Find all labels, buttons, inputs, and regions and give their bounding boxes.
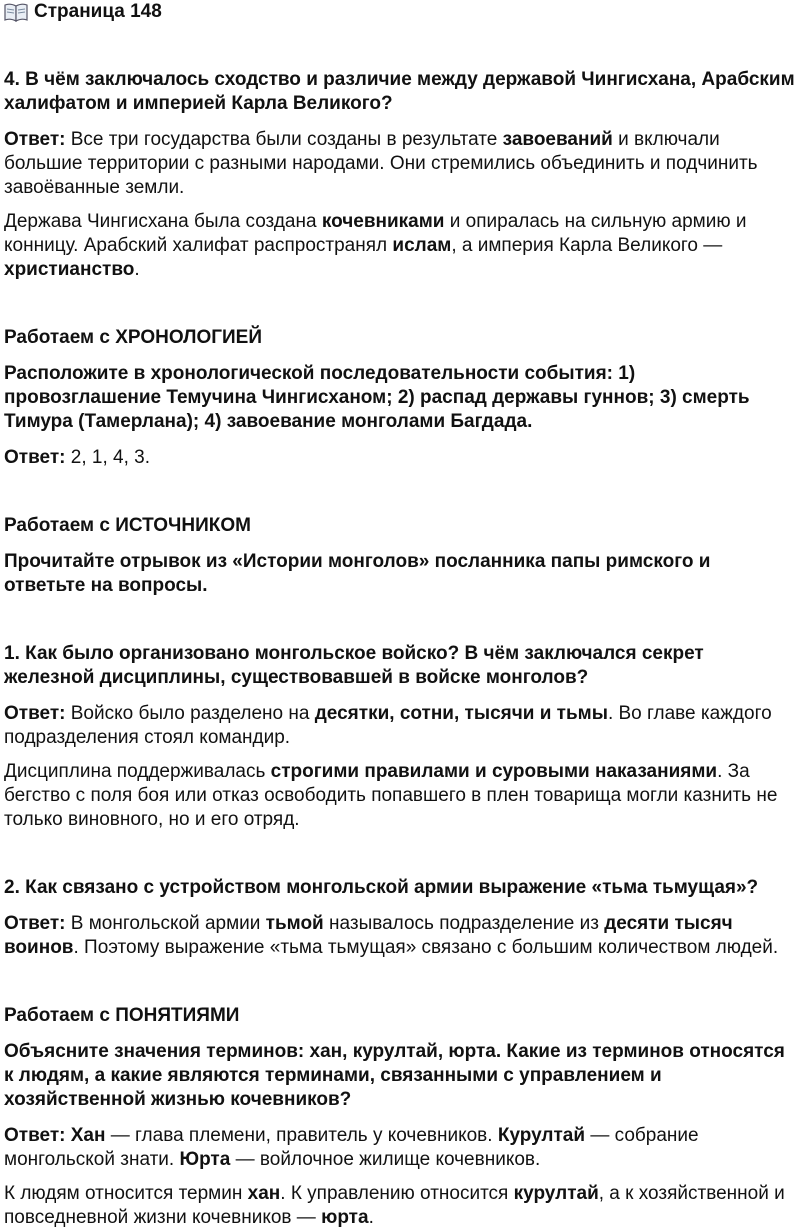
source-answer-2: Ответ: В монгольской армии тьмой называлось подразделение из десяти тысяч воинов. Поэтому выражение «тьма тьмущая» связано с большим количеством людей. [4,913,779,958]
answer-4-paragraph-1: Ответ: Все три государства были созданы в результате завоеваний и включали большие территории с разными народами. Они стремились объединить и подчинить завоёванные земли. [4,129,758,198]
section-title-chronology: Работаем с ХРОНОЛОГИЕЙ [4,327,262,348]
answer-4-paragraph-2: Держава Чингисхана была создана кочевниками и опиралась на сильную армию и конницу. Арабский халифат распространял ислам, а империя Карла Великого — христианство. [4,211,747,280]
chronology-answer: Ответ: 2, 1, 4, 3. [4,447,150,468]
source-task: Прочитайте отрывок из «Истории монголов» посланника папы римского и ответьте на вопросы. [4,551,711,596]
source-answer-1-paragraph-1: Ответ: Войско было разделено на десятки, сотни, тысячи и тьмы. Во главе каждого подразделения стоял командир. [4,703,772,748]
section-title-source: Работаем с ИСТОЧНИКОМ [4,515,251,536]
open-book-icon [4,2,28,22]
answer-label: Ответ: [4,129,66,150]
source-answer-1-paragraph-2: Дисциплина поддерживалась строгими правилами и суровыми наказаниями. За бегство с поля боя или отказ освободить попавшего в плен товарища могли казнить не только виновного, но и его отряд. [4,761,778,830]
section-title-concepts: Работаем с ПОНЯТИЯМИ [4,1005,240,1026]
concepts-task: Объясните значения терминов: хан, курултай, юрта. Какие из терминов относятся к людям, а какие являются терминами, связанными с управлением и хозяйственной жизнью кочевников? [4,1041,785,1110]
concepts-answer-paragraph-2: К людям относится термин хан. К управлению относится курултай, а к хозяйственной и повседневной жизни кочевников — юрта. [4,1183,785,1228]
answer-label: Ответ: [4,447,66,468]
source-question-1: 1. Как было организовано монгольское войско? В чём заключался секрет железной дисциплины, существовавшей в войске монголов? [4,643,704,688]
page-header [4,0,796,24]
answer-label: Ответ: [4,1125,66,1146]
source-question-2: 2. Как связано с устройством монгольской армии выражение «тьма тьмущая»? [4,877,759,898]
concepts-answer-paragraph-1: Ответ: Хан — глава племени, правитель у кочевников. Курултай — собрание монгольской знати. Юрта — войлочное жилище кочевников. [4,1125,699,1170]
chronology-task: Расположите в хронологической последовательности события: 1) провозглашение Темучина Чингисханом; 2) распад державы гуннов; 3) смерть Тимура (Тамерлана); 4) завоевание монголами Багдада. [4,363,750,432]
answer-label: Ответ: [4,913,66,934]
answer-label: Ответ: [4,703,66,724]
page-title: Страница 148 [34,1,162,22]
question-4: 4. В чём заключалось сходство и различие между державой Чингисхана, Арабским халифатом и империей Карла Великого? [4,69,795,114]
